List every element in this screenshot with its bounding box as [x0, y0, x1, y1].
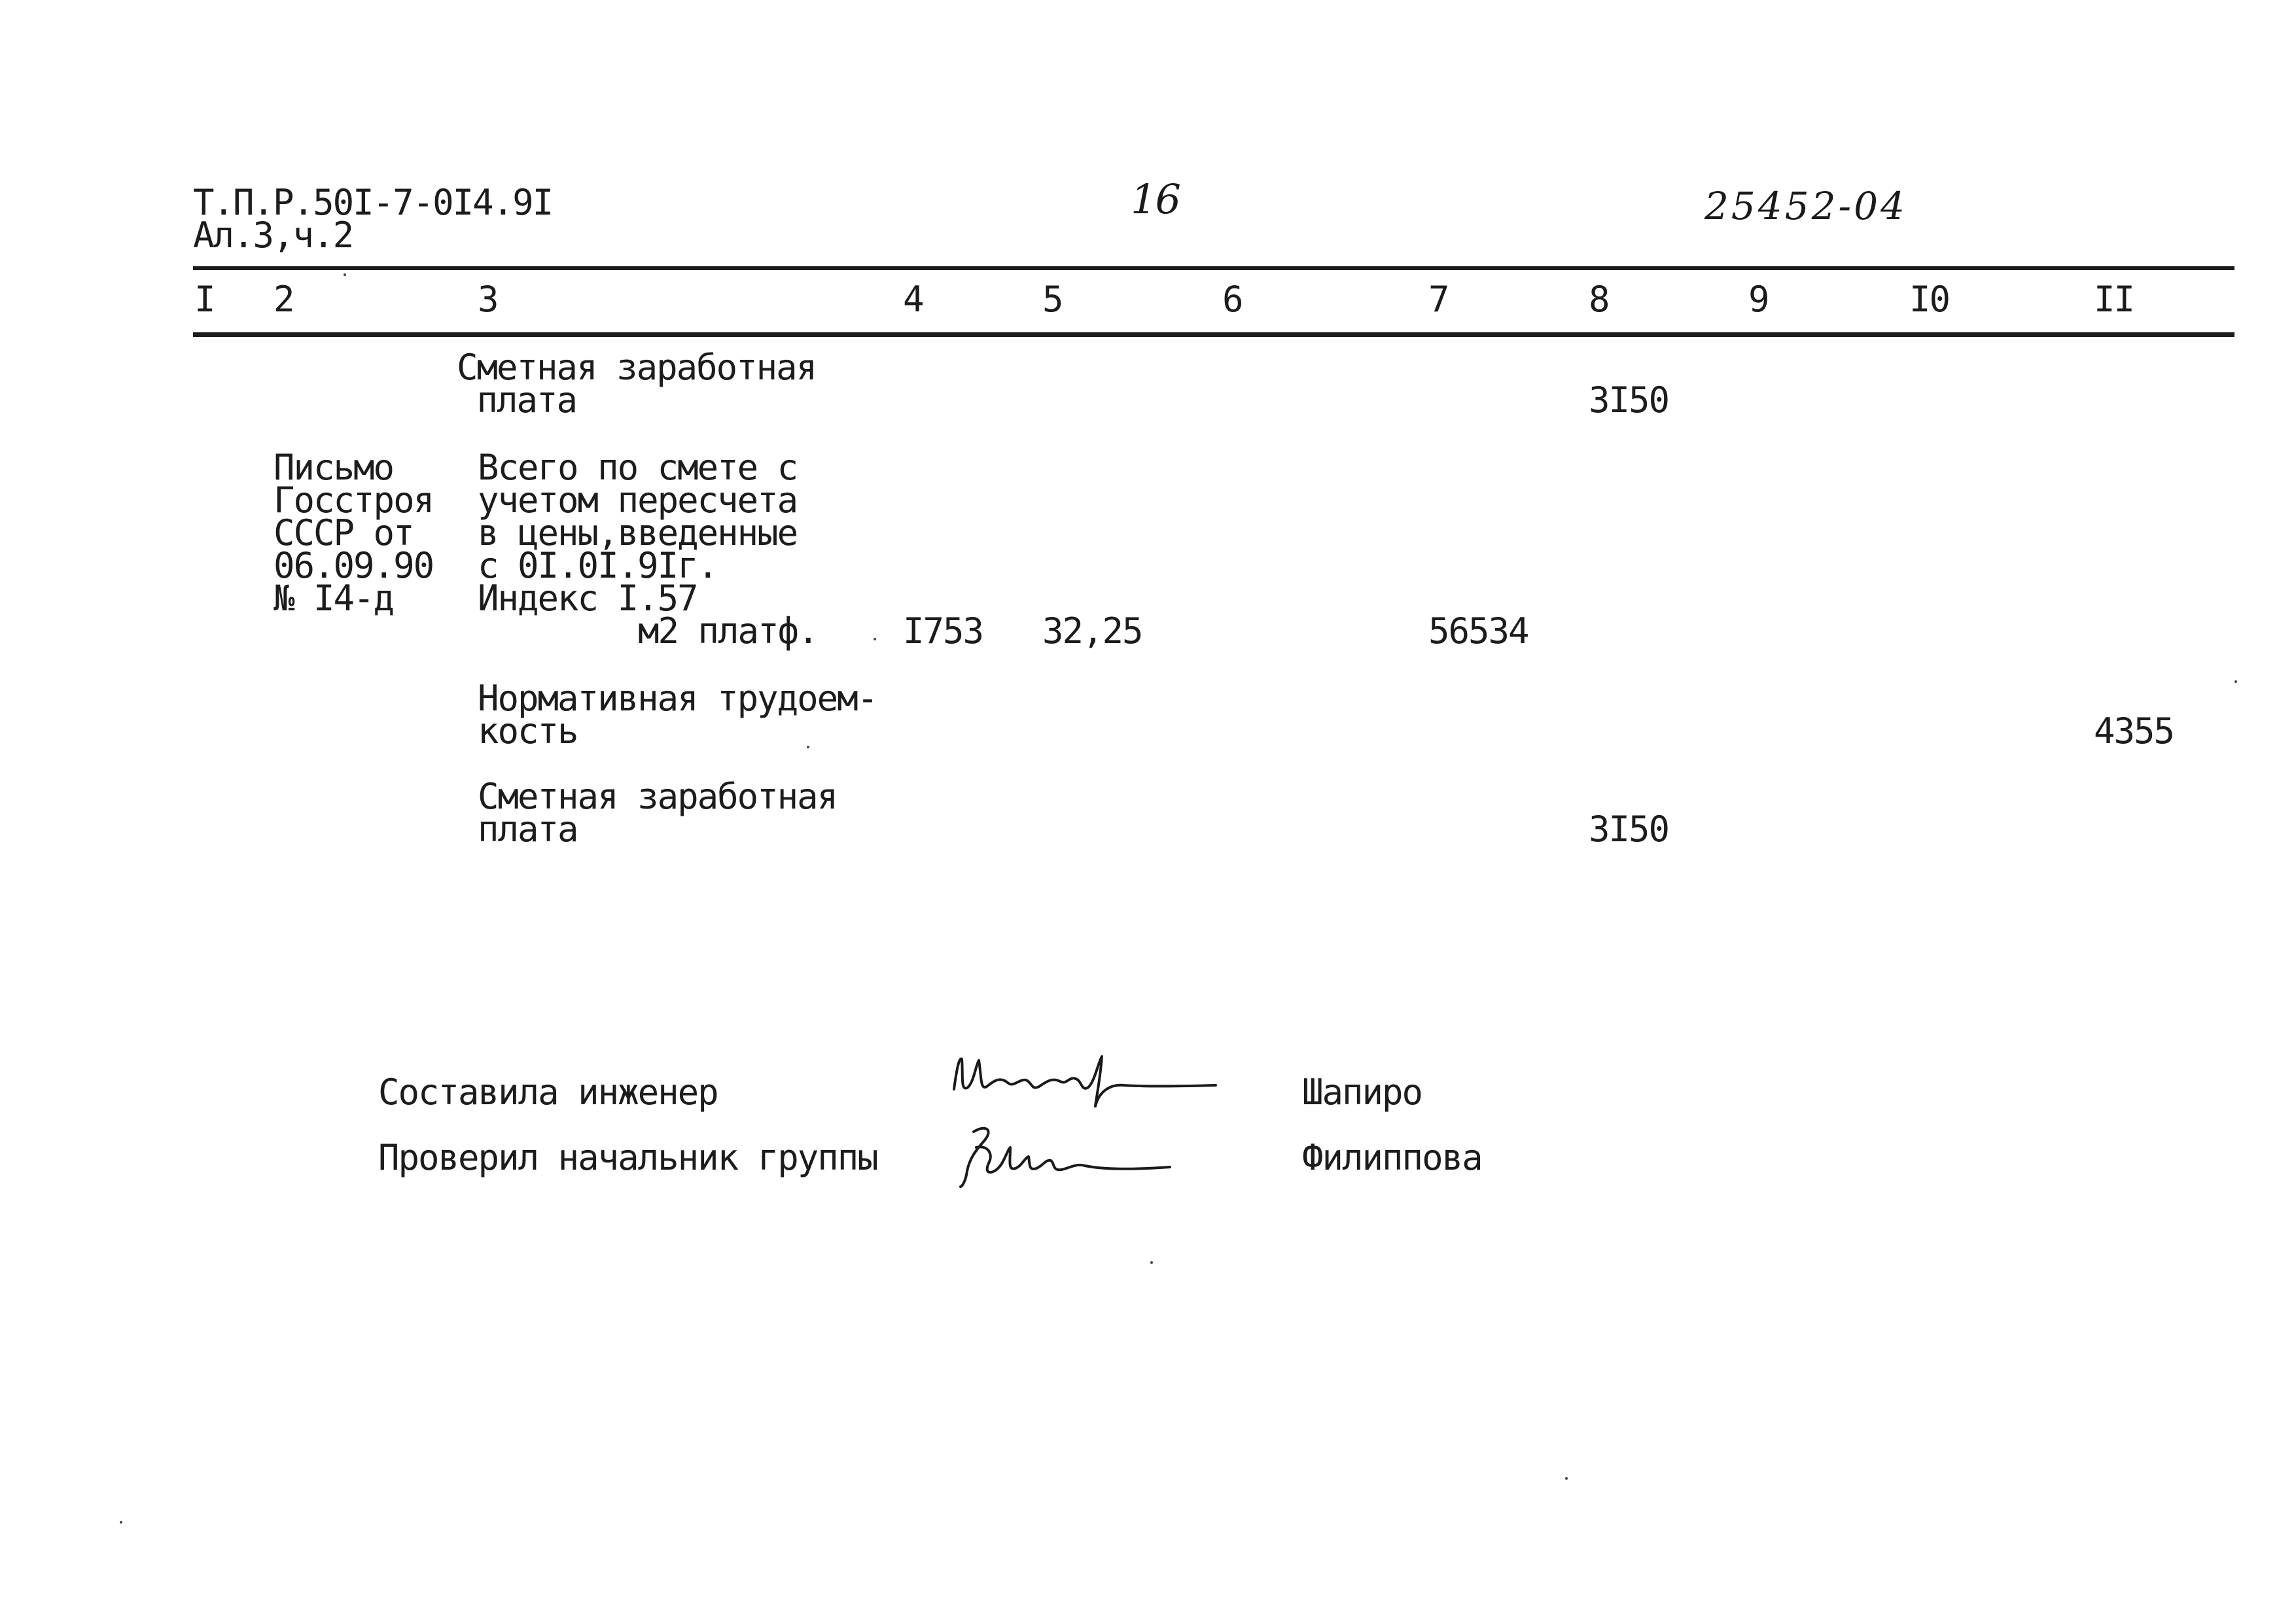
row-description: с 0I.0I.9Iг.	[478, 545, 718, 586]
row-basis: Госстроя	[274, 480, 434, 521]
signature-role: Проверил начальник группы	[378, 1137, 877, 1178]
scan-speck	[2234, 680, 2237, 683]
column-number: 8	[1589, 279, 1609, 320]
row-value-col5: 32,25	[1042, 610, 1142, 652]
row-description: Нормативная трудоем-	[478, 678, 877, 719]
column-number: I	[194, 279, 215, 320]
signature-role: Составила инженер	[378, 1072, 718, 1113]
signature-mark	[947, 1050, 1222, 1109]
row-basis: Письмо	[274, 447, 394, 488]
column-number: 4	[903, 279, 923, 320]
row-value-col7: 56534	[1428, 610, 1528, 652]
column-number: I0	[1909, 279, 1950, 320]
row-description: плата	[478, 809, 578, 850]
column-number: II	[2094, 279, 2134, 320]
scan-speck	[1565, 1477, 1568, 1480]
row-value-col8: 3I50	[1589, 379, 1669, 421]
document-code-line1: Т.П.Р.50I-7-0I4.9I	[193, 182, 553, 223]
row-description: плата	[457, 379, 577, 421]
row-basis: № I4-д	[274, 578, 394, 619]
row-description: Сметная заработная	[478, 776, 838, 817]
row-value-col8: 3I50	[1589, 809, 1669, 850]
row-basis: СССР от	[274, 512, 414, 553]
scan-speck	[120, 1521, 122, 1524]
row-unit: м2 платф.	[638, 610, 818, 652]
row-description: Сметная заработная	[457, 347, 817, 388]
row-description: в цены,введенные	[478, 512, 798, 553]
table-header-bottom-rule	[193, 332, 2234, 337]
row-basis: 06.09.90	[274, 545, 434, 586]
column-number: 7	[1428, 279, 1449, 320]
scan-speck	[1150, 1261, 1153, 1264]
signature-name: Филиппова	[1302, 1137, 1482, 1178]
scan-speck	[344, 273, 346, 276]
column-number: 2	[274, 279, 294, 320]
column-number: 9	[1748, 279, 1769, 320]
column-number: 3	[478, 279, 498, 320]
row-value-col4: I753	[903, 610, 983, 652]
handwritten-registration-number: 25452-04	[1704, 184, 1907, 228]
row-description: кость	[478, 710, 578, 752]
signature-name: Шапиро	[1302, 1072, 1422, 1113]
column-number: 5	[1042, 279, 1063, 320]
row-description: Всего по смете с	[478, 447, 798, 488]
document-code-line2: Ал.3,ч.2	[193, 215, 353, 256]
row-value-col11: 4355	[2094, 710, 2174, 752]
scan-speck	[807, 746, 809, 748]
table-top-rule	[193, 266, 2234, 270]
page-number: 16	[1131, 175, 1180, 223]
scan-speck	[874, 638, 876, 640]
row-description: Индекс I.57	[478, 578, 698, 619]
column-number: 6	[1222, 279, 1243, 320]
signature-mark	[947, 1119, 1183, 1191]
row-description: учетом пересчета	[478, 480, 798, 521]
